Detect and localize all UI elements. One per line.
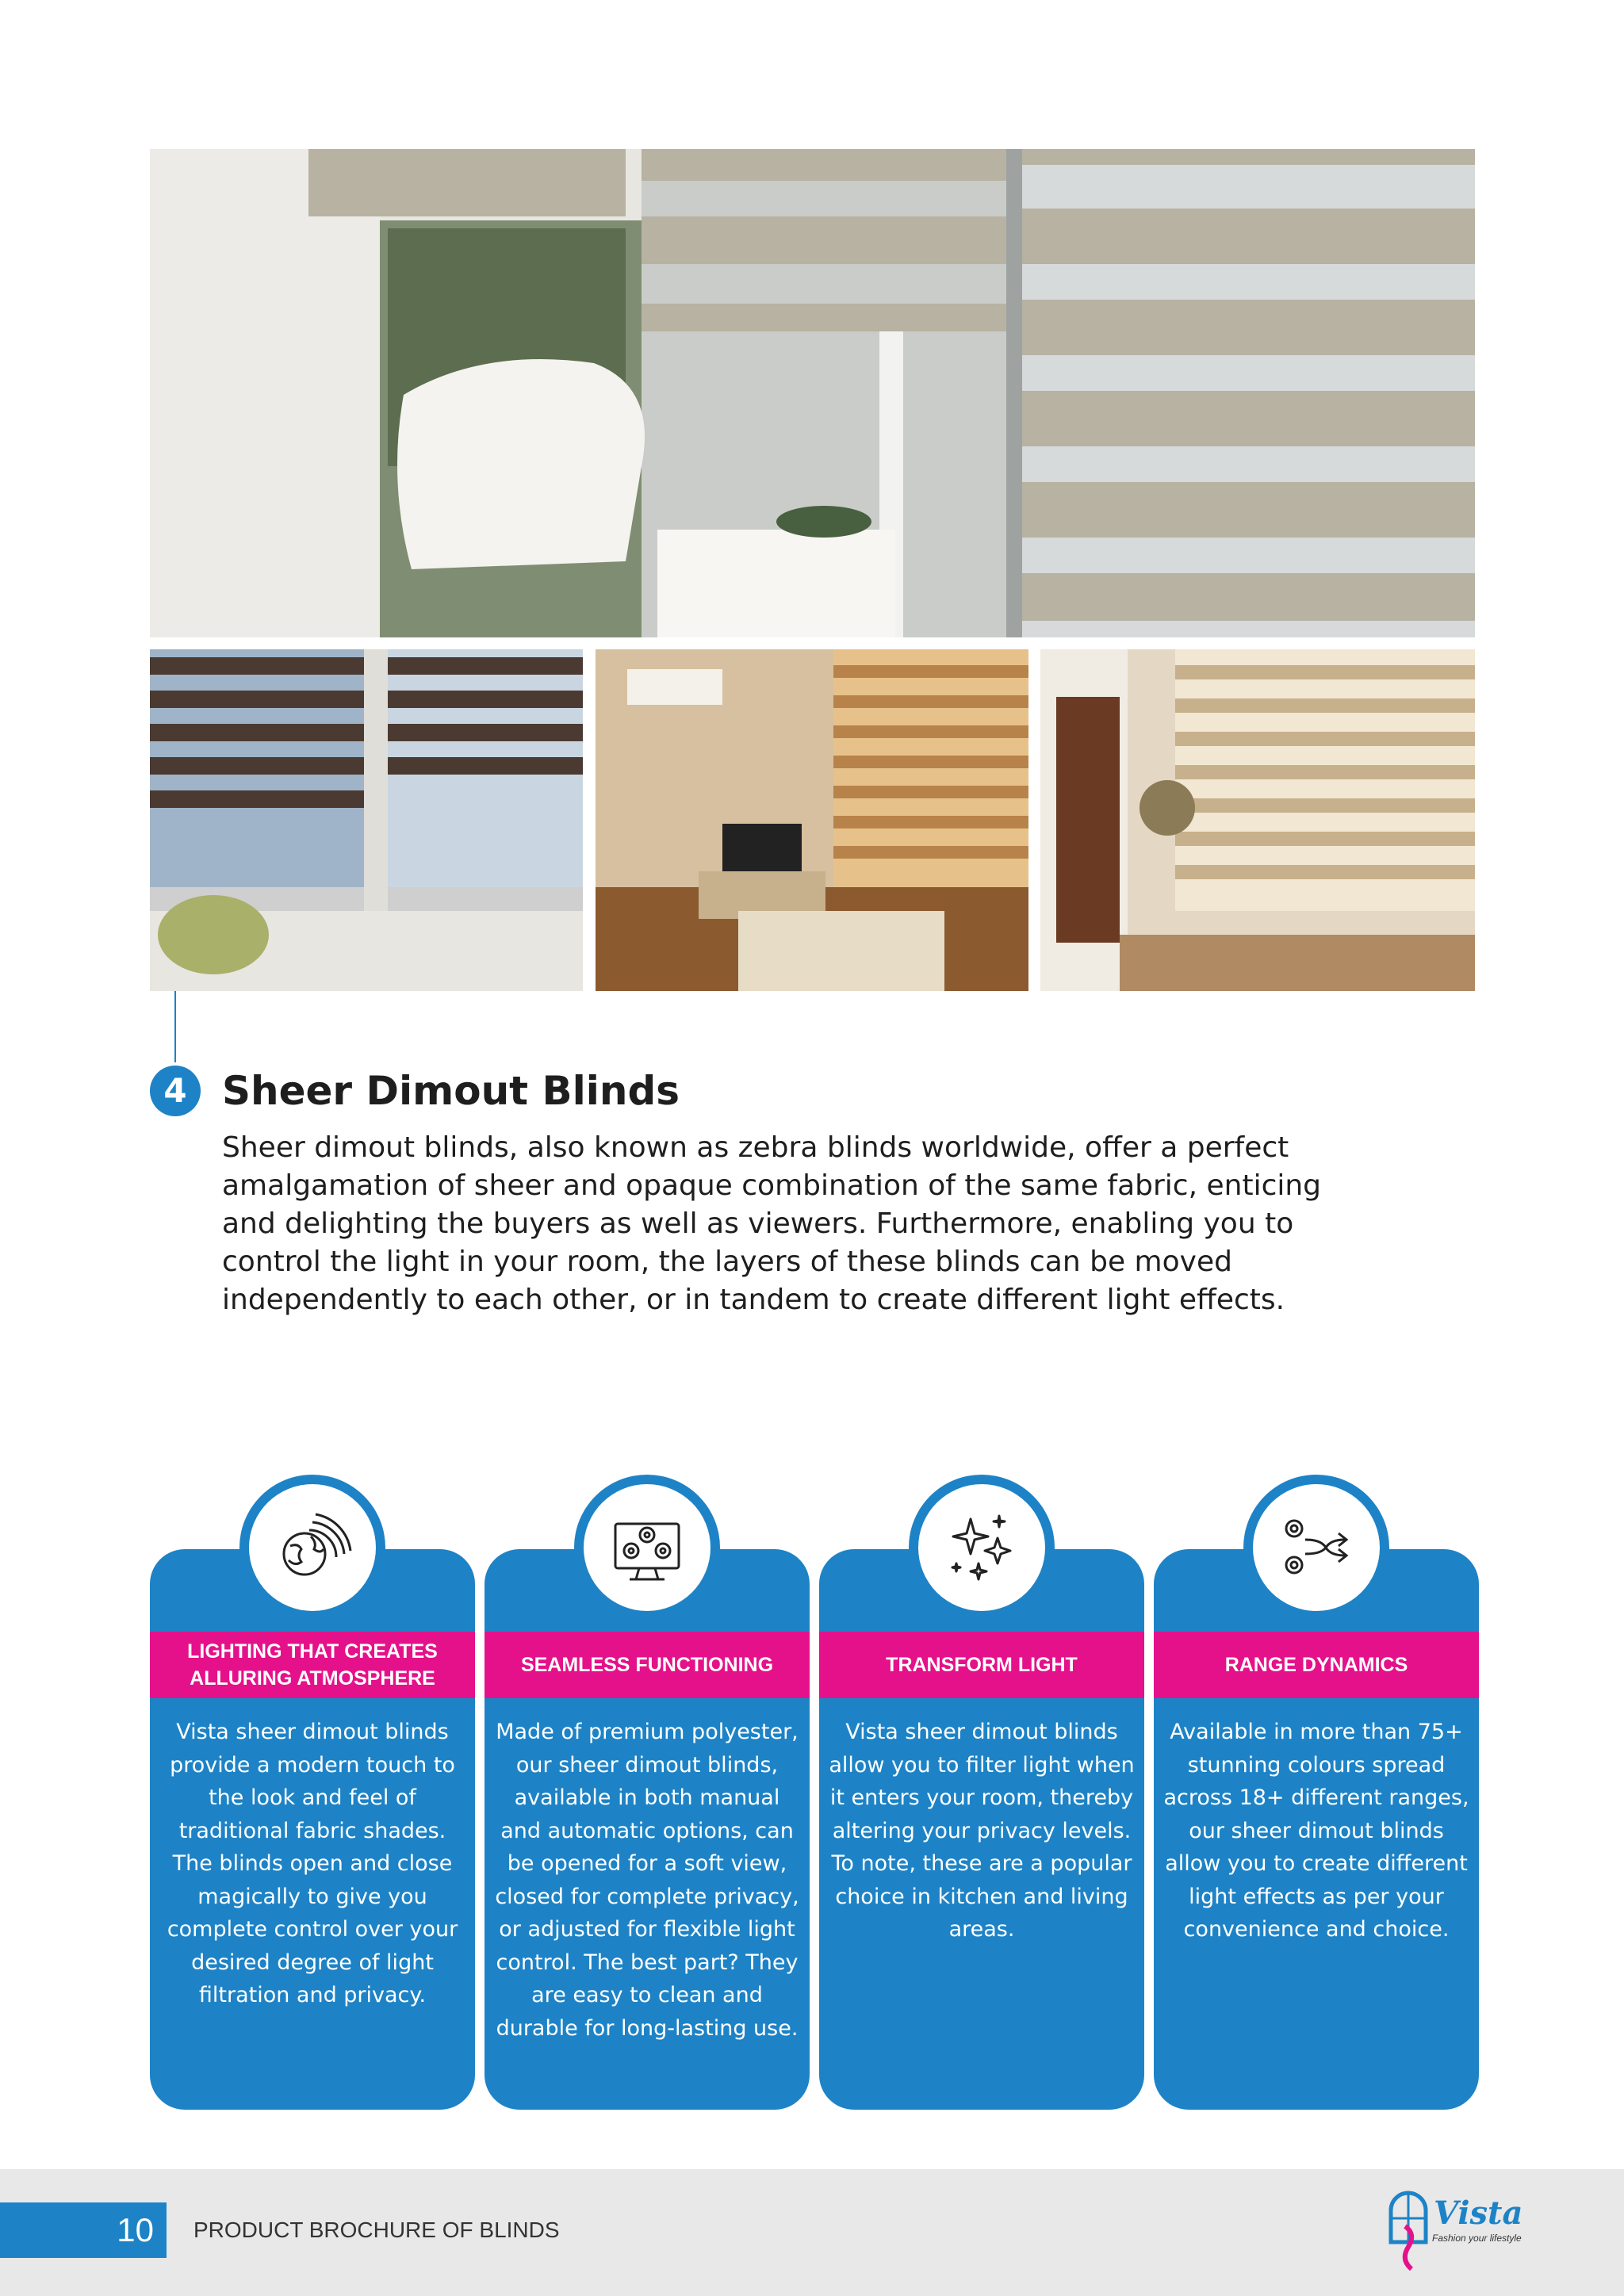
gears-arrows-icon <box>1277 1508 1356 1587</box>
feature-card-lighting <box>150 1549 475 2110</box>
photo-bedroom-zebra-blinds <box>596 649 1028 991</box>
section-title: Sheer Dimout Blinds <box>222 1068 680 1114</box>
feature-icon-badge <box>909 1475 1055 1621</box>
feature-heading-band <box>819 1632 1144 1698</box>
feature-card-transform-light <box>819 1549 1144 2110</box>
feature-heading: TRANSFORM LIGHT <box>886 1654 1078 1676</box>
feature-description: Made of premium polyester, our sheer dimout blinds, available in both manual and automatic options, can be opened for a soft view, closed for complete privacy, or adjusted for flexible light control. The best part? They are easy to clean and durable for long-lasting use. <box>495 1720 799 2041</box>
feature-heading-band <box>1154 1632 1479 1698</box>
feature-heading: LIGHTING THAT CREATES ALLURING ATMOSPHERE <box>187 1640 438 1689</box>
section-number-badge: 4 <box>150 1066 201 1116</box>
logo-wordmark: Vista <box>1434 2195 1523 2232</box>
feature-card-range-dynamics <box>1154 1549 1479 2110</box>
feature-heading-band <box>485 1632 810 1698</box>
section-connector-line <box>174 991 176 1062</box>
feature-icon-badge <box>239 1475 385 1621</box>
vista-logo <box>1385 2187 1523 2274</box>
feature-icon-badge <box>574 1475 720 1621</box>
feature-heading: SEAMLESS FUNCTIONING <box>520 1654 774 1676</box>
photo-dining-room-zebra-blinds <box>1040 649 1475 991</box>
globe-light-rays-icon <box>273 1508 352 1587</box>
footer-label: PRODUCT BROCHURE OF BLINDS <box>193 2218 560 2242</box>
feature-description: Vista sheer dimout blinds provide a modern touch to the look and feel of traditional fabric shades. The blinds open and close magically to give you complete control over your desired degree of light filtration and privacy. <box>167 1720 458 2007</box>
section-description: Sheer dimout blinds, also known as zebra blinds worldwide, offer a perfect amalgamation of sheer and opaque combination of the same fabric, enticing and delighting the buyers as well as viewers. Furthermore, enabling you to control the light in your room, the layers of these blinds can be moved independently to each other, or in tandem to create different light effects. <box>222 1131 1322 1316</box>
feature-card-seamless <box>485 1549 810 2110</box>
page-number: 10 <box>0 2202 167 2258</box>
vista-logo-mark-icon <box>1385 2187 1432 2274</box>
feature-description: Available in more than 75+ stunning colours spread across 18+ different ranges, our sheer dimout blinds allow you to create different light effects as per your convenience and choice. <box>1163 1720 1469 1942</box>
monitor-gears-icon <box>607 1508 687 1587</box>
page-footer <box>0 2169 1624 2296</box>
feature-description: Vista sheer dimout blinds allow you to filter light when it enters your room, thereby altering your privacy levels. To note, these are a popular choice in kitchen and living areas. <box>829 1720 1135 1942</box>
hero-photo-living-room-zebra-blinds <box>150 149 1475 637</box>
sparkles-icon <box>942 1508 1021 1587</box>
feature-icon-badge <box>1243 1475 1389 1621</box>
feature-heading-band <box>150 1632 475 1698</box>
photo-dark-zebra-blinds-window <box>150 649 583 991</box>
feature-heading: RANGE DYNAMICS <box>1224 1654 1408 1676</box>
logo-tagline: Fashion your lifestyle <box>1432 2233 1522 2244</box>
